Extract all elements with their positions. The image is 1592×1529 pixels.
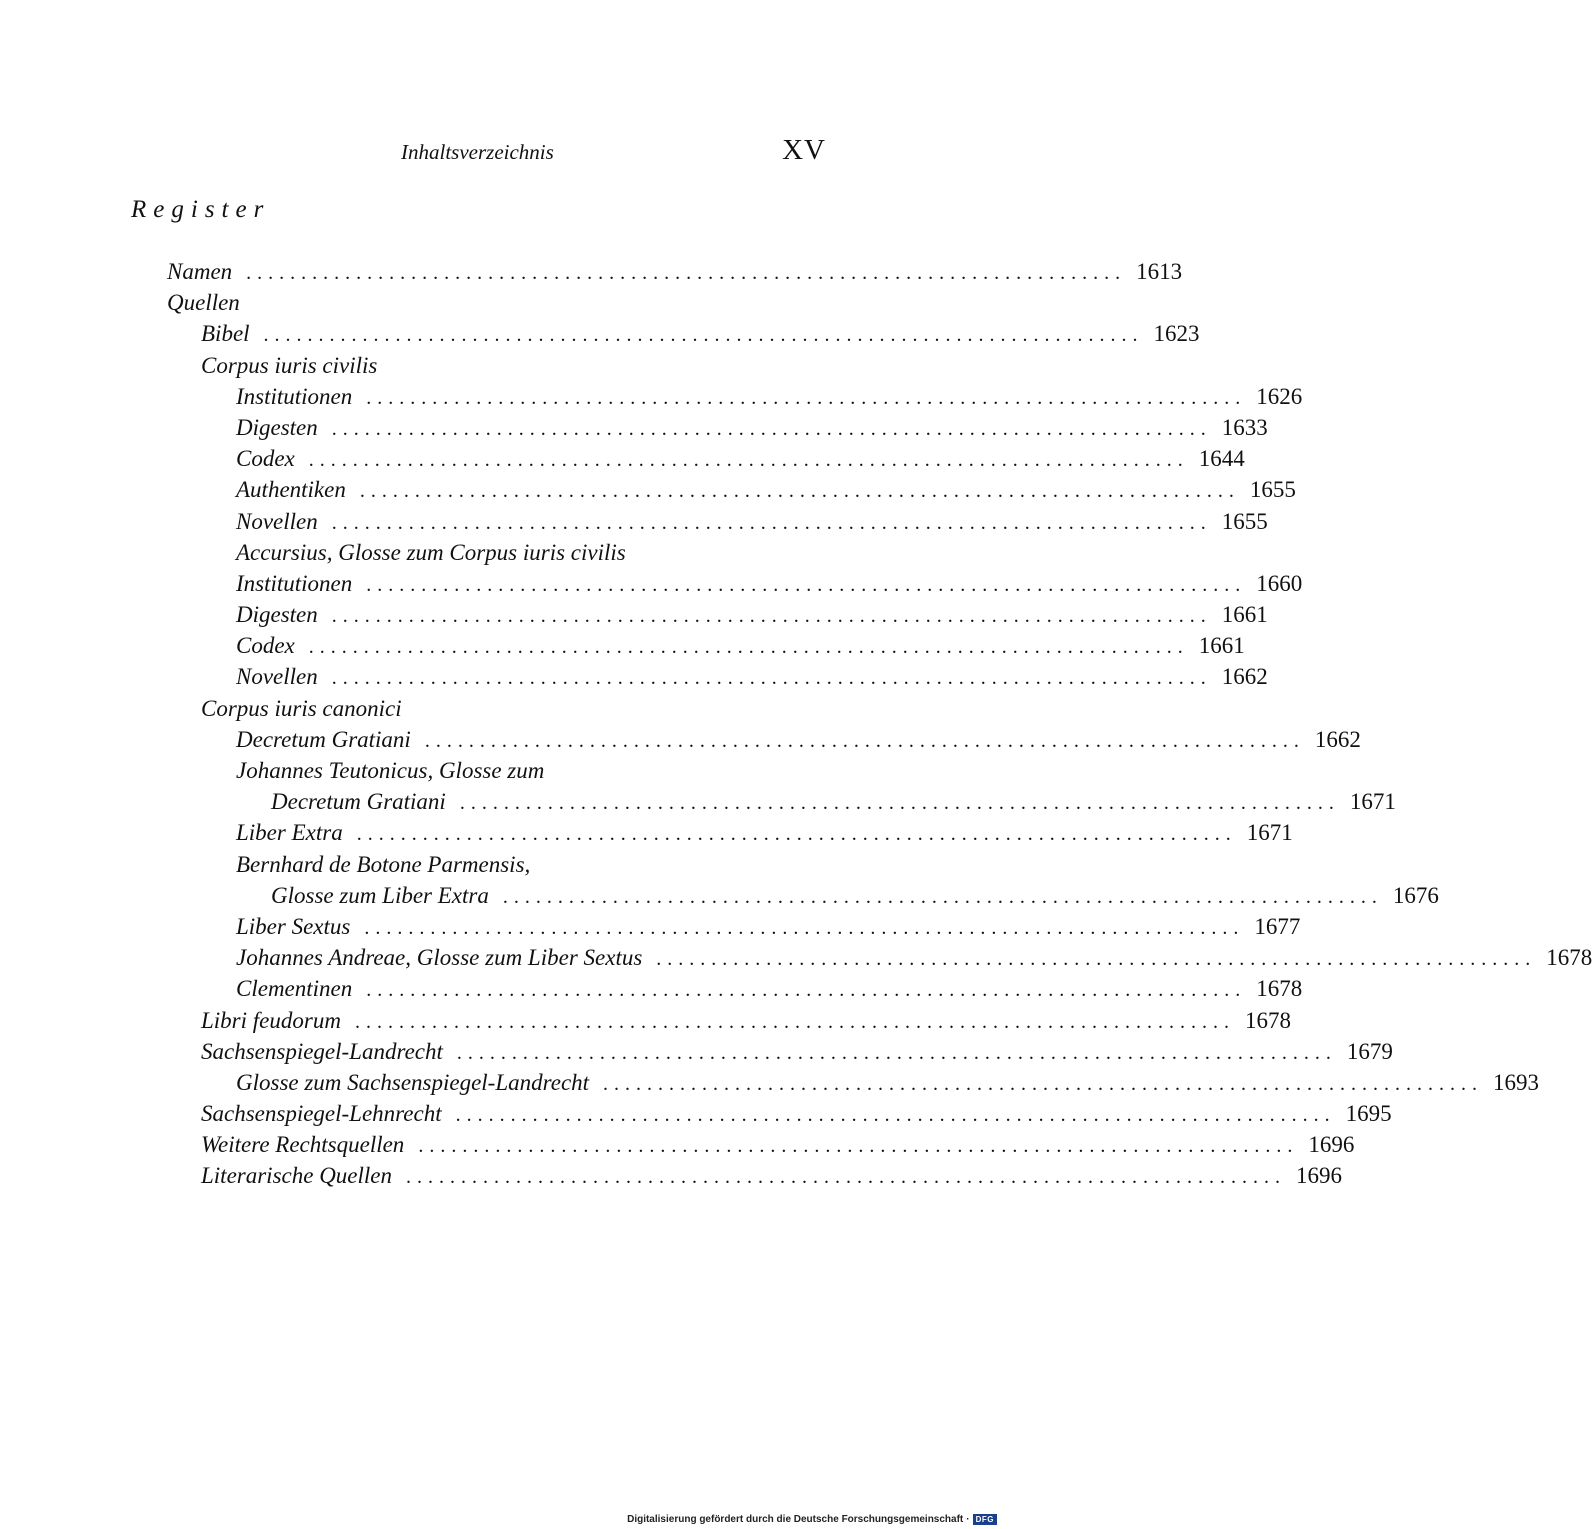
toc-entry-label: Digesten (236, 602, 318, 628)
toc-entry-label: Johannes Andreae, Glosse zum Liber Sextus (236, 945, 643, 971)
toc-entry-page: 1696 (1296, 1163, 1342, 1189)
toc-entry[interactable] (0, 755, 1000, 786)
toc-entry-line (236, 911, 1301, 944)
toc-entry-page: 1633 (1221, 414, 1268, 440)
toc-entry-line (236, 568, 1303, 601)
dfg-logo: DFG (973, 1514, 997, 1525)
toc-entry[interactable] (0, 412, 1268, 443)
toc-entry-line (201, 1005, 1291, 1038)
toc-entry-line (236, 599, 1268, 632)
toc-entry-line (201, 1098, 1392, 1131)
toc-entry[interactable] (0, 880, 1439, 911)
toc-entry-page: 1661 (1221, 602, 1268, 628)
toc-entry-page: 1677 (1254, 913, 1301, 939)
toc-entry-page: 1695 (1345, 1101, 1392, 1127)
toc-entry-line (236, 755, 826, 786)
dot-leader: ................................................................................ (456, 1041, 1337, 1064)
toc-entry-page: 1662 (1314, 726, 1361, 752)
dot-leader: ................................................................................ (455, 1104, 1336, 1127)
toc-entry[interactable] (0, 630, 1245, 661)
dot-leader: ................................................................................ (603, 1072, 1484, 1095)
toc-entry-label: Liber Sextus (236, 913, 351, 939)
toc-entry-line (271, 786, 1396, 819)
dot-leader: ................................................................................ (308, 636, 1189, 659)
dot-leader: ................................................................................ (366, 386, 1247, 409)
toc-entry-label: Institutionen (236, 383, 353, 409)
toc-entry[interactable] (0, 817, 1293, 848)
toc-entry-line (201, 693, 826, 724)
digitization-credit (627, 1514, 997, 1525)
toc-entry-line (271, 880, 1439, 913)
running-title: Inhaltsverzeichnis (401, 140, 554, 164)
toc-entry-label: Novellen (236, 664, 318, 690)
toc-entry[interactable] (0, 474, 1296, 505)
toc-entry-page: 1655 (1221, 508, 1268, 534)
toc-entry-label: Glosse zum Sachsenspiegel-Landrecht (236, 1069, 590, 1095)
dot-leader: ................................................................................ (246, 262, 1127, 284)
toc-entry[interactable] (0, 1005, 1291, 1036)
toc-entry-label: Clementinen (236, 976, 353, 1002)
toc-entry-label: Weitere Rechtsquellen (201, 1132, 405, 1158)
toc-entry[interactable] (0, 318, 1200, 349)
dot-leader: ................................................................................ (263, 324, 1144, 347)
toc-entry-page: 1678 (1244, 1007, 1291, 1033)
toc-entry-label: Sachsenspiegel-Lehnrecht (201, 1101, 442, 1127)
toc-entry-page: 1679 (1346, 1038, 1393, 1064)
toc-entry-label: Johannes Teutonicus, Glosse zum (236, 758, 545, 783)
toc-entry-line (236, 412, 1268, 445)
toc-entry[interactable] (0, 443, 1245, 474)
toc-entry-page: 1613 (1136, 259, 1183, 284)
toc-entry-page: 1678 (1546, 945, 1592, 971)
toc-entry-label: Bernhard de Botone Parmensis, (236, 851, 531, 877)
toc-entry[interactable] (0, 1067, 1540, 1098)
toc-entry-label: Novellen (236, 508, 318, 534)
toc-entry-line (201, 318, 1200, 351)
toc-entry-line (236, 724, 1361, 757)
toc-entry-page: 1678 (1256, 976, 1303, 1002)
page-number: XV (782, 134, 826, 166)
toc-entry-label: Libri feudorum (201, 1007, 341, 1033)
toc-entry[interactable] (0, 911, 1301, 942)
toc-entry-label: Corpus iuris canonici (201, 695, 402, 721)
toc-entry-page: 1676 (1392, 882, 1439, 908)
toc-entry-line (236, 942, 1592, 975)
separator: · (966, 1514, 970, 1525)
toc-entry-label: Namen (167, 259, 233, 284)
dot-leader: ................................................................................ (308, 449, 1189, 472)
toc-entry[interactable] (0, 1036, 1393, 1067)
toc-entry-label: Institutionen (236, 570, 353, 596)
toc-entry-page: 1671 (1246, 820, 1293, 846)
toc-entry-label: Authentiken (236, 477, 346, 503)
dot-leader: ................................................................................ (459, 792, 1340, 815)
toc-entry-line (236, 381, 1303, 414)
toc-entry-label: Corpus iuris civilis (201, 352, 378, 378)
toc-entry-page: 1626 (1256, 383, 1303, 409)
dot-leader: ................................................................................ (359, 480, 1240, 503)
toc-entry-label: Codex (236, 446, 295, 472)
toc-entry[interactable] (0, 973, 1303, 1004)
toc-entry[interactable] (0, 942, 1592, 973)
dot-leader: ................................................................................ (354, 1010, 1235, 1033)
toc-entry-label: Sachsenspiegel-Landrecht (201, 1038, 443, 1064)
toc-entry-page: 1644 (1198, 446, 1245, 472)
toc-entry[interactable] (0, 506, 1268, 537)
dot-leader: ................................................................................ (331, 417, 1212, 440)
toc-entry-line (236, 973, 1303, 1006)
toc-entry-label: Quellen (167, 290, 240, 316)
toc-entry[interactable] (0, 849, 1000, 880)
toc-entry-page: 1696 (1308, 1132, 1355, 1158)
toc-entry-label: Liber Extra (236, 820, 343, 846)
toc-entry-line (201, 1129, 1355, 1162)
toc-entry-page: 1623 (1153, 321, 1200, 347)
section-heading: Register (131, 196, 271, 223)
toc-entry-label: Accursius, Glosse zum Corpus iuris civilis (236, 539, 626, 565)
toc-entry-line (167, 256, 1183, 289)
toc-entry-line (167, 287, 826, 318)
dot-leader: ................................................................................ (424, 729, 1305, 752)
toc-entry-page: 1655 (1249, 477, 1296, 503)
toc-entry-page: 1671 (1349, 789, 1396, 815)
toc-entry[interactable] (0, 381, 1303, 412)
dot-leader: ................................................................................ (331, 667, 1212, 690)
dot-leader: ................................................................................ (356, 823, 1237, 846)
toc-entry-line (201, 350, 826, 381)
dot-leader: ................................................................................ (406, 1166, 1286, 1189)
toc-entry[interactable] (0, 599, 1268, 630)
toc-entry[interactable] (0, 693, 1000, 724)
toc-entry-page: 1661 (1198, 633, 1245, 659)
toc-entry-line (236, 817, 1293, 850)
dot-leader: ................................................................................ (366, 979, 1247, 1002)
toc-entry-line (236, 1067, 1540, 1100)
dot-leader: ................................................................................ (331, 605, 1212, 628)
toc-entry[interactable] (0, 568, 1303, 599)
toc-entry[interactable] (0, 786, 1396, 817)
dot-leader: ................................................................................ (418, 1135, 1299, 1158)
toc-entry[interactable] (0, 1160, 1342, 1191)
toc-entry-label: Digesten (236, 414, 318, 440)
toc-entry-line (236, 474, 1296, 507)
toc-entry-line (201, 1036, 1393, 1069)
running-header (0, 134, 1000, 174)
toc-entry-label: Decretum Gratiani (271, 789, 446, 815)
dot-leader: ................................................................................ (366, 573, 1247, 596)
toc-entry-page: 1660 (1256, 570, 1303, 596)
toc-entry-label: Decretum Gratiani (236, 726, 411, 752)
toc-entry-line (236, 630, 1245, 663)
toc-entry[interactable] (0, 724, 1361, 755)
dot-leader: ................................................................................ (502, 885, 1383, 908)
toc-entry[interactable] (0, 1098, 1392, 1129)
toc-entry-line (236, 537, 826, 568)
toc-entry-page: 1693 (1493, 1069, 1540, 1095)
toc-entry[interactable] (0, 1129, 1355, 1160)
toc-entry[interactable] (0, 256, 1183, 287)
dot-leader: ................................................................................ (656, 948, 1537, 971)
toc-entry-line (201, 1160, 1342, 1193)
dot-leader: ................................................................................ (331, 511, 1212, 534)
credit-text: Digitalisierung gefördert durch die Deutsche Forschungsgemeinschaft (627, 1514, 964, 1525)
table-of-contents (0, 256, 1592, 1192)
toc-entry-line (236, 506, 1268, 539)
toc-entry-line (236, 849, 826, 880)
toc-entry-label: Literarische Quellen (201, 1163, 392, 1189)
toc-entry-line (236, 661, 1268, 694)
toc-entry[interactable] (0, 287, 1000, 318)
toc-entry[interactable] (0, 537, 1000, 568)
toc-entry[interactable] (0, 350, 1000, 381)
toc-entry[interactable] (0, 661, 1268, 692)
dot-leader: ................................................................................ (364, 916, 1245, 939)
toc-entry-line (236, 443, 1245, 476)
toc-entry-label: Bibel (201, 321, 250, 347)
toc-entry-label: Codex (236, 633, 295, 659)
toc-entry-label: Glosse zum Liber Extra (271, 882, 489, 908)
toc-entry-page: 1662 (1221, 664, 1268, 690)
